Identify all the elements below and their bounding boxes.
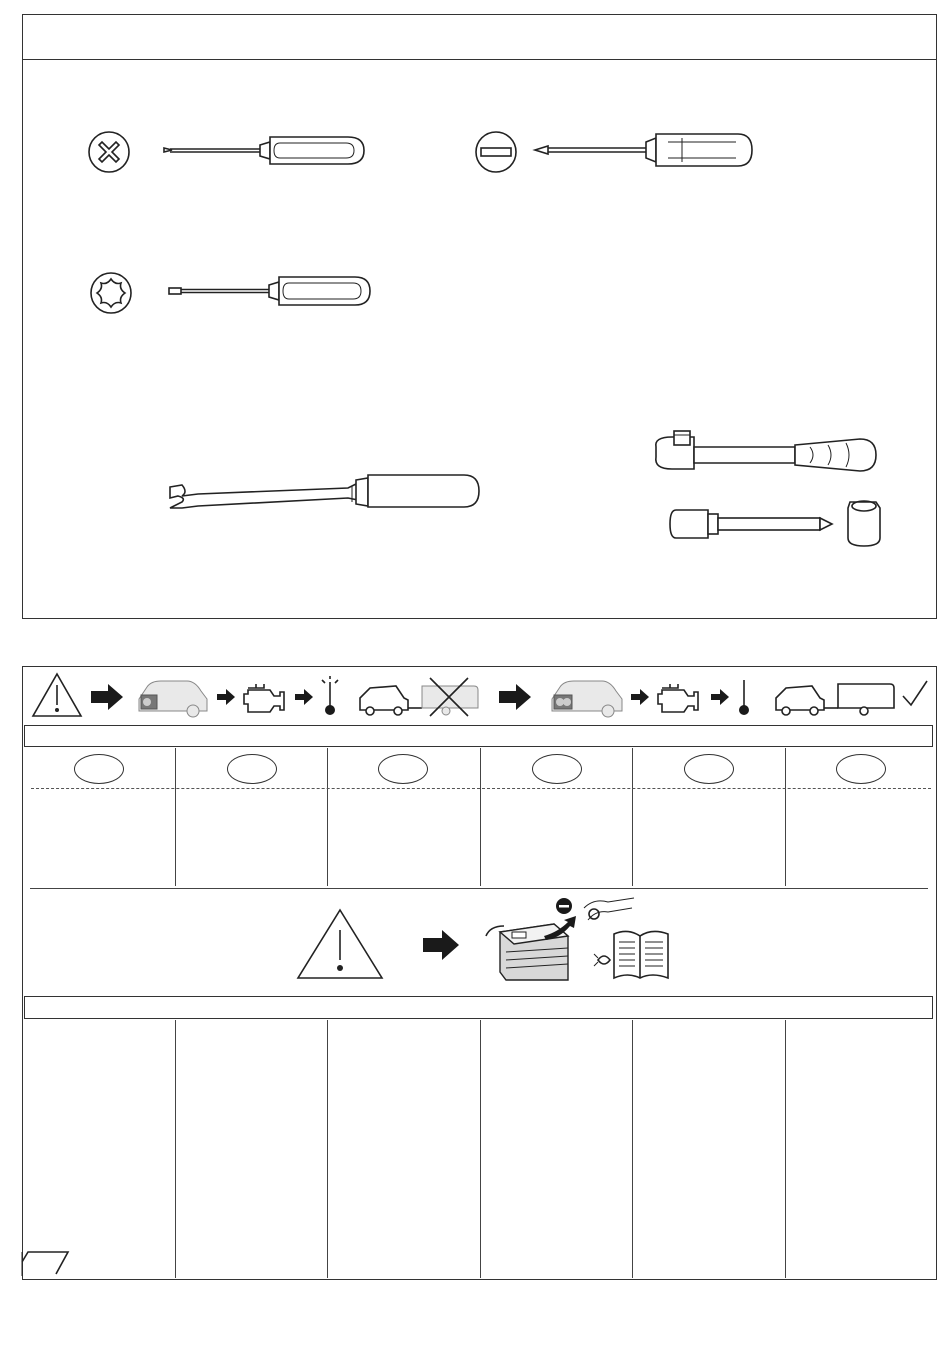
torx-screwdriver xyxy=(165,271,375,313)
column-divider xyxy=(175,1020,176,1278)
car-no-trailer-icon xyxy=(356,676,482,718)
row-separator xyxy=(30,888,928,889)
column-divider xyxy=(480,1020,481,1278)
arrow-icon xyxy=(422,928,460,962)
flat-screwdriver xyxy=(532,128,757,172)
arrow-icon xyxy=(294,688,314,706)
column-divider xyxy=(632,748,633,886)
dotted-separator xyxy=(31,788,931,789)
trim-removal-tool xyxy=(168,470,483,516)
phillips-screwdriver xyxy=(160,130,370,172)
column-badge xyxy=(684,754,734,784)
arrow-icon xyxy=(710,688,730,706)
car-with-trailer-icon xyxy=(772,676,898,718)
arrow-icon xyxy=(630,688,650,706)
column-divider xyxy=(327,748,328,886)
page-number-tab xyxy=(20,1248,72,1278)
column-badge xyxy=(378,754,428,784)
phillips-head-icon xyxy=(86,129,132,175)
torx-head-icon xyxy=(88,270,134,316)
tools-panel-header xyxy=(23,15,936,60)
column-divider xyxy=(175,748,176,886)
bottom-columns xyxy=(23,1020,934,1278)
checkmark-icon xyxy=(900,678,930,710)
manual-icon xyxy=(592,924,672,982)
warning-triangle-icon xyxy=(294,906,386,982)
thermometer-hot-icon xyxy=(318,674,342,718)
column-divider xyxy=(785,748,786,886)
columns-row xyxy=(23,748,934,886)
socket-extension xyxy=(668,494,888,552)
column-divider xyxy=(327,1020,328,1278)
engine-icon xyxy=(652,680,702,716)
thermometer-icon xyxy=(734,676,754,718)
column-divider xyxy=(785,1020,786,1278)
arrow-icon xyxy=(90,682,124,712)
column-badge xyxy=(836,754,886,784)
engine-icon xyxy=(238,680,288,716)
flat-head-icon xyxy=(473,129,519,175)
column-divider xyxy=(480,748,481,886)
car-front-icon xyxy=(133,671,211,719)
warning-triangle-icon xyxy=(30,671,84,719)
car-front-icon xyxy=(546,671,626,719)
section-bar xyxy=(24,996,933,1019)
section-bar xyxy=(24,725,933,747)
column-badge xyxy=(227,754,277,784)
arrow-icon xyxy=(498,682,532,712)
column-badge xyxy=(532,754,582,784)
ratchet-wrench xyxy=(650,425,880,477)
column-divider xyxy=(632,1020,633,1278)
arrow-icon xyxy=(216,688,236,706)
column-badge xyxy=(74,754,124,784)
